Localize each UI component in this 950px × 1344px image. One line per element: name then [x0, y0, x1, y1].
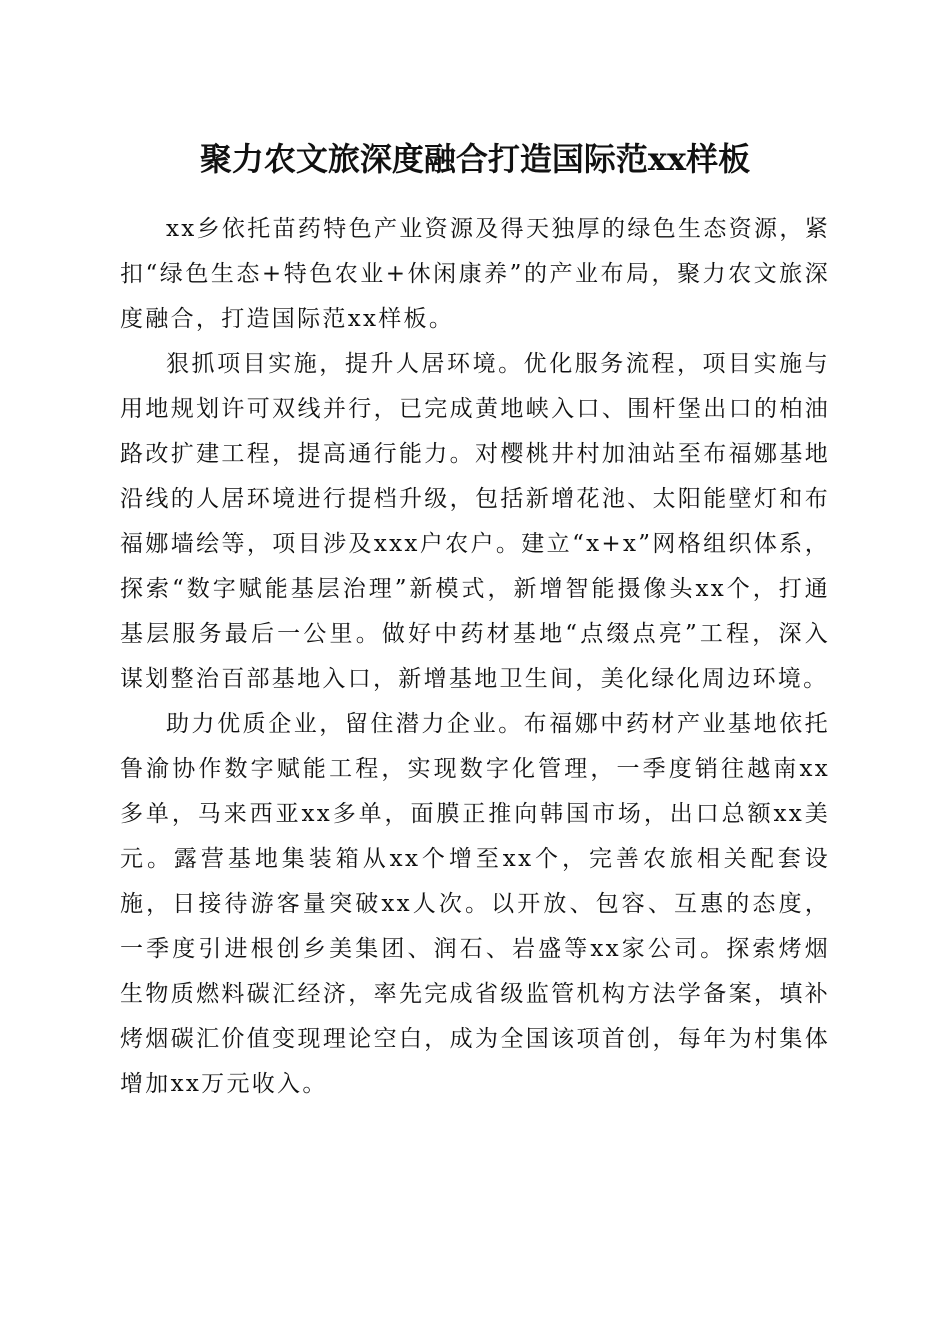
paragraph-intro: xx乡依托苗药特色产业资源及得天独厚的绿色生态资源，紧扣“绿色生态+特色农业+休闲康养”的产业布局，聚力农文旅深度融合，打造国际范xx样板。 [120, 216, 830, 332]
document-body [120, 207, 830, 1107]
paragraph-project-implementation: 狠抓项目实施，提升人居环境。优化服务流程，项目实施与用地规划许可双线并行，已完成黄地峡入口、围杆堡出口的柏油路改扩建工程，提高通行能力。对樱桃井村加油站至布福娜基地沿线的人居环境进行提档升级，包括新增花池、太阳能壁灯和布福娜墙绘等，项目涉及xxx户农户。建立“x+x”网格组织体系，探索“数字赋能基层治理”新模式，新增智能摄像头xx个，打通基层服务最后一公里。做好中药材基地“点缀点亮”工程，深入谋划整治百部基地入口，新增基地卫生间，美化绿化周边环境。 [120, 351, 830, 692]
paragraph-enterprise-support: 助力优质企业，留住潜力企业。布福娜中药材产业基地依托鲁渝协作数字赋能工程，实现数字化管理，一季度销往越南xx多单，马来西亚xx多单，面膜正推向韩国市场，出口总额xx美元。露营基地集装箱从xx个增至xx个，完善农旅相关配套设施，日接待游客量突破xx人次。以开放、包容、互惠的态度，一季度引进根创乡美集团、润石、岩盛等xx家公司。探索烤烟生物质燃料碳汇经济，率先完成省级监管机构方法学备案，填补烤烟碳汇价值变现理论空白，成为全国该项首创，每年为村集体增加xx万元收入。 [120, 711, 830, 1097]
document-title: 聚力农文旅深度融合打造国际范xx样板 [199, 140, 751, 178]
